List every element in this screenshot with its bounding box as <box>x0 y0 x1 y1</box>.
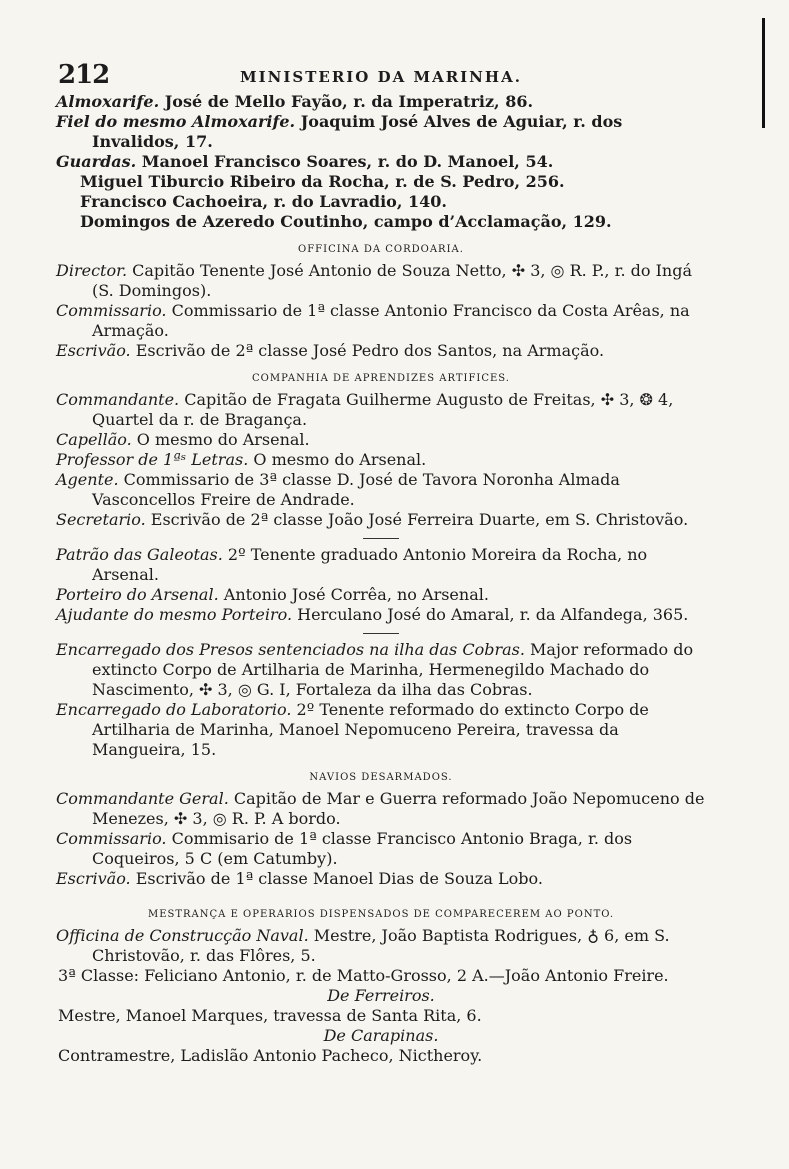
page-header <box>56 60 706 92</box>
entry-patrao-galeotas: Patrão das Galeotas. 2º Tenente graduado Antonio Moreira da Rocha, no Arsenal. <box>56 545 648 584</box>
entry-ajudante-porteiro: Ajudante do mesmo Porteiro. Herculano José do Amaral, r. da Alfandega, 365. <box>56 605 689 624</box>
page-number: 212 <box>58 60 110 90</box>
entry-encarregado-laboratorio: Encarregado do Laboratorio. 2º Tenente reformado do extincto Corpo de Artilharia de Marinha, Manoel Nepomuceno Pereira, travessa da Mangueira, 15. <box>56 700 649 759</box>
entry-secretario: Secretario. Escrivão de 2ª classe João José Ferreira Duarte, em S. Christovão. <box>56 510 689 529</box>
section-companhia-aprendizes: COMPANHIA DE APRENDIZES ARTIFICES. <box>252 373 510 384</box>
entry-guarda-francisco: Francisco Cachoeira, r. do Lavradio, 140. <box>80 192 447 211</box>
section-officina-cordoaria: OFFICINA DA CORDOARIA. <box>298 244 464 255</box>
entry-encarregado-presos: Encarregado dos Presos sentenciados na ilha das Cobras. Major reformado do extincto Corpo de Artilharia de Marinha, Hermenegildo Machado do Nascimento, ✣ 3, ◎ G. I, Fortaleza da ilha das Cobras. <box>56 640 694 699</box>
entry-agente: Agente. Commissario de 3ª classe D. José de Tavora Noronha Almada Vasconcellos Freire de Andrade. <box>56 470 620 509</box>
section-mestranca: MESTRANÇA E OPERARIOS DISPENSADOS DE COMPARECEREM AO PONTO. <box>147 909 615 920</box>
entry-guarda-miguel: Miguel Tiburcio Ribeiro da Rocha, r. de S. Pedro, 256. <box>80 172 565 191</box>
entry-commandante-geral: Commandante Geral. Capitão de Mar e Guerra reformado João Nepomuceno de Menezes, ✣ 3, ◎ R. P. A bordo. <box>56 789 705 828</box>
entry-capellao: Capellão. O mesmo do Arsenal. <box>56 430 310 449</box>
entry-porteiro-arsenal: Porteiro do Arsenal. Antonio José Corrêa, no Arsenal. <box>56 585 489 604</box>
page-edge-bar <box>762 18 765 128</box>
entry-guarda-domingos: Domingos de Azeredo Coutinho, campo d’Acclamação, 129. <box>80 212 612 231</box>
document-page <box>56 60 706 1066</box>
entry-officina-construccao: Officina de Construcção Naval. Mestre, João Baptista Rodrigues, ♁ 6, em S. Christovão, r. das Flôres, 5. <box>56 926 670 965</box>
entry-carapinas: Contramestre, Ladislão Antonio Pacheco, Nictheroy. <box>58 1046 483 1065</box>
entry-fiel-almoxarife: Fiel do mesmo Almoxarife. Joaquim José Alves de Aguiar, r. dos Invalidos, 17. <box>56 112 623 151</box>
subheading-ferreiros: De Ferreiros. <box>327 986 435 1005</box>
entry-commandante: Commandante. Capitão de Fragata Guilherme Augusto de Freitas, ✣ 3, ❂ 4, Quartel da r. de Bragança. <box>56 390 674 429</box>
entry-terceira-classe: 3ª Classe: Feliciano Antonio, r. de Matto-Grosso, 2 A.—João Antonio Freire. <box>58 966 669 985</box>
entry-director: Director. Capitão Tenente José Antonio de Souza Netto, ✣ 3, ◎ R. P., r. do Ingá (S. Domingos). <box>56 261 693 300</box>
section-divider <box>363 633 399 634</box>
page-title: MINISTERIO DA MARINHA. <box>240 68 522 86</box>
subheading-carapinas: De Carapinas. <box>323 1026 439 1045</box>
entry-ferreiros: Mestre, Manoel Marques, travessa de Santa Rita, 6. <box>58 1006 482 1025</box>
entry-professor: Professor de 1ªˢ Letras. O mesmo do Arsenal. <box>56 450 427 469</box>
entry-commissario-navios: Commissario. Commisario de 1ª classe Francisco Antonio Braga, r. dos Coqueiros, 5 C (em Catumby). <box>56 829 633 868</box>
entry-escrivao-navios: Escrivão. Escrivão de 1ª classe Manoel Dias de Souza Lobo. <box>56 869 543 888</box>
entry-guardas: Guardas. Manoel Francisco Soares, r. do D. Manoel, 54. <box>56 152 554 171</box>
entry-escrivao-cordoaria: Escrivão. Escrivão de 2ª classe José Pedro dos Santos, na Armação. <box>56 341 605 360</box>
entry-almoxarife: Almoxarife. José de Mello Fayão, r. da Imperatriz, 86. <box>56 92 534 111</box>
section-divider <box>363 538 399 539</box>
entry-commissario-cordoaria: Commissario. Commissario de 1ª classe Antonio Francisco da Costa Arêas, na Armação. <box>56 301 690 340</box>
section-navios-desarmados: NAVIOS DESARMADOS. <box>309 772 453 783</box>
